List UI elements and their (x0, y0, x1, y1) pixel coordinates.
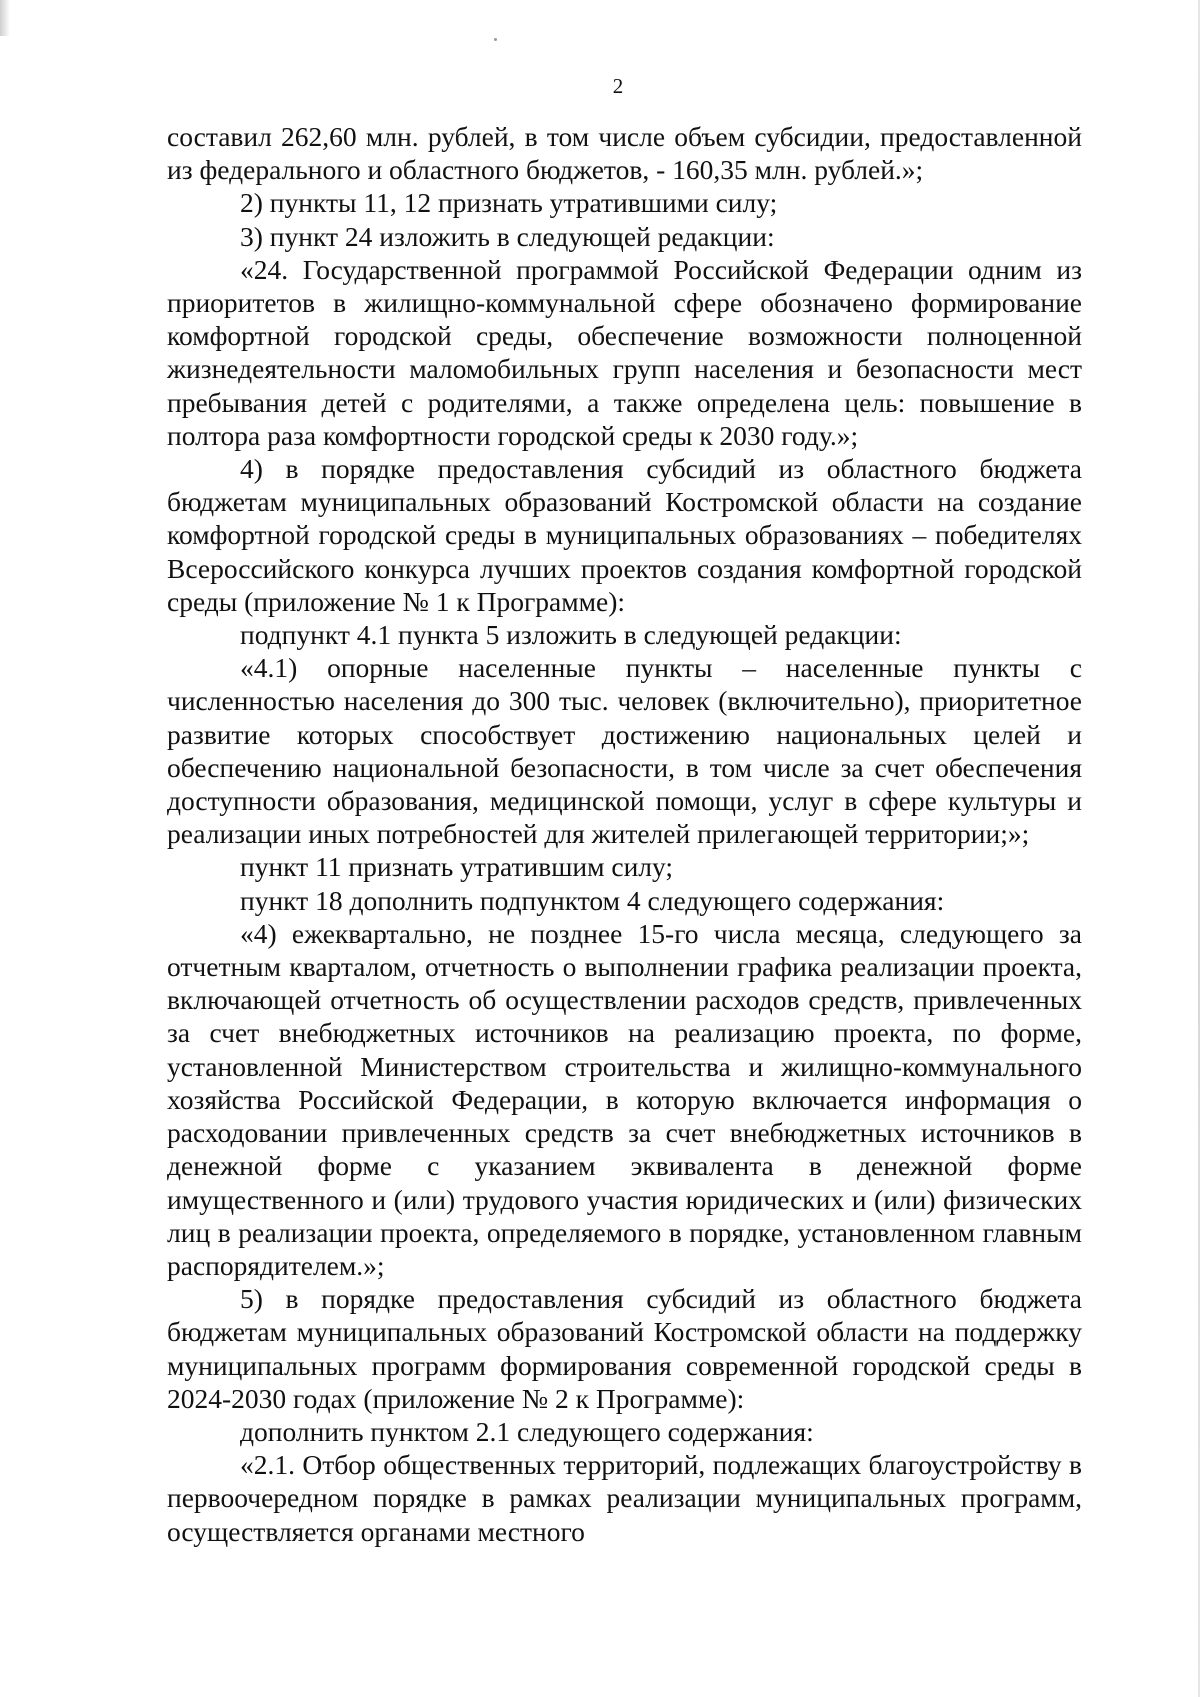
paragraph-subitem-4-1: подпункт 4.1 пункта 5 изложить в следующей редакции: (240, 619, 902, 651)
paragraph-quote-4: «4) ежеквартально, не позднее 15-го числа месяца, следующего за отчетным кварталом, отчетность о выполнении графика реализации проекта, включающей отчетность об осуществлении расходов средств, привлеченных за счет внебюджетных источников на реализацию проекта, по форме, установленной Министерством строительства и жилищно-коммунального хозяйства Российской Федерации, в которую включается информация о расходовании привлеченных средств за счет внебюджетных источников в денежной форме с указанием эквивалента в денежной форме имущественного и (или) трудового участия юридических и (или) физических лиц в реализации проекта, определяемого в порядке, установленном главным распорядителем.»; (167, 917, 1082, 1281)
paragraph-item-5: 5) в порядке предоставления субсидий из областного бюджета бюджетам муниципальных образований Костромской области на поддержку муниципальных программ формирования современной городской среды в 2024-2030 годах (приложение № 2 к Программе): (167, 1283, 1082, 1414)
scan-artifact-corner (0, 0, 10, 36)
paragraph-quote-2-1: «2.1. Отбор общественных территорий, подлежащих благоустройству в первоочередном порядке в рамках реализации муниципальных программ, осуществляется органами местного (167, 1449, 1082, 1547)
paragraph-item-2: 2) пункты 11, 12 признать утратившими силу; (240, 187, 778, 219)
paragraph-item-11: пункт 11 признать утратившим силу; (240, 851, 674, 883)
paragraph-item-4: 4) в порядке предоставления субсидий из областного бюджета бюджетам муниципальных образований Костромской области на создание комфортной городской среды в муниципальных образованиях – победителях Всероссийского конкурса лучших проектов создания комфортной городской среды (приложение № 1 к Программе): (167, 453, 1082, 617)
paragraph-continuation: составил 262,60 млн. рублей, в том числе объем субсидии, предоставленной из федерального и областного бюджетов, - 160,35 млн. рублей.»; (167, 121, 1082, 186)
scan-artifact-dot (494, 38, 497, 41)
paragraph-subitem-2-1: дополнить пунктом 2.1 следующего содержания: (240, 1415, 814, 1447)
paragraph-quote-24: «24. Государственной программой Российской Федерации одним из приоритетов в жилищно-коммунальной сфере обозначено формирование комфортной городской среды, обеспечение возможности полноценной жизнедеятельности маломобильных групп населения и безопасности мест пребывания детей с родителями, а также определена цель: повышение в полтора раза комфортности городской среды к 2030 году.»; (167, 253, 1082, 451)
paragraph-item-18: пункт 18 дополнить подпунктом 4 следующего содержания: (240, 884, 945, 916)
document-body (167, 120, 1082, 1548)
paragraph-quote-4-1: «4.1) опорные населенные пункты – населенные пункты с численностью населения до 300 тыс. человек (включительно), приоритетное развитие которых способствует достижению национальных целей и обеспечению национальной безопасности, в том числе за счет обеспечения доступности образования, медицинской помощи, услуг в сфере культуры и реализации иных потребностей для жителей прилегающей территории;»; (167, 652, 1082, 850)
paragraph-item-3: 3) пункт 24 изложить в следующей редакции: (240, 220, 775, 252)
page-number: 2 (612, 74, 624, 98)
